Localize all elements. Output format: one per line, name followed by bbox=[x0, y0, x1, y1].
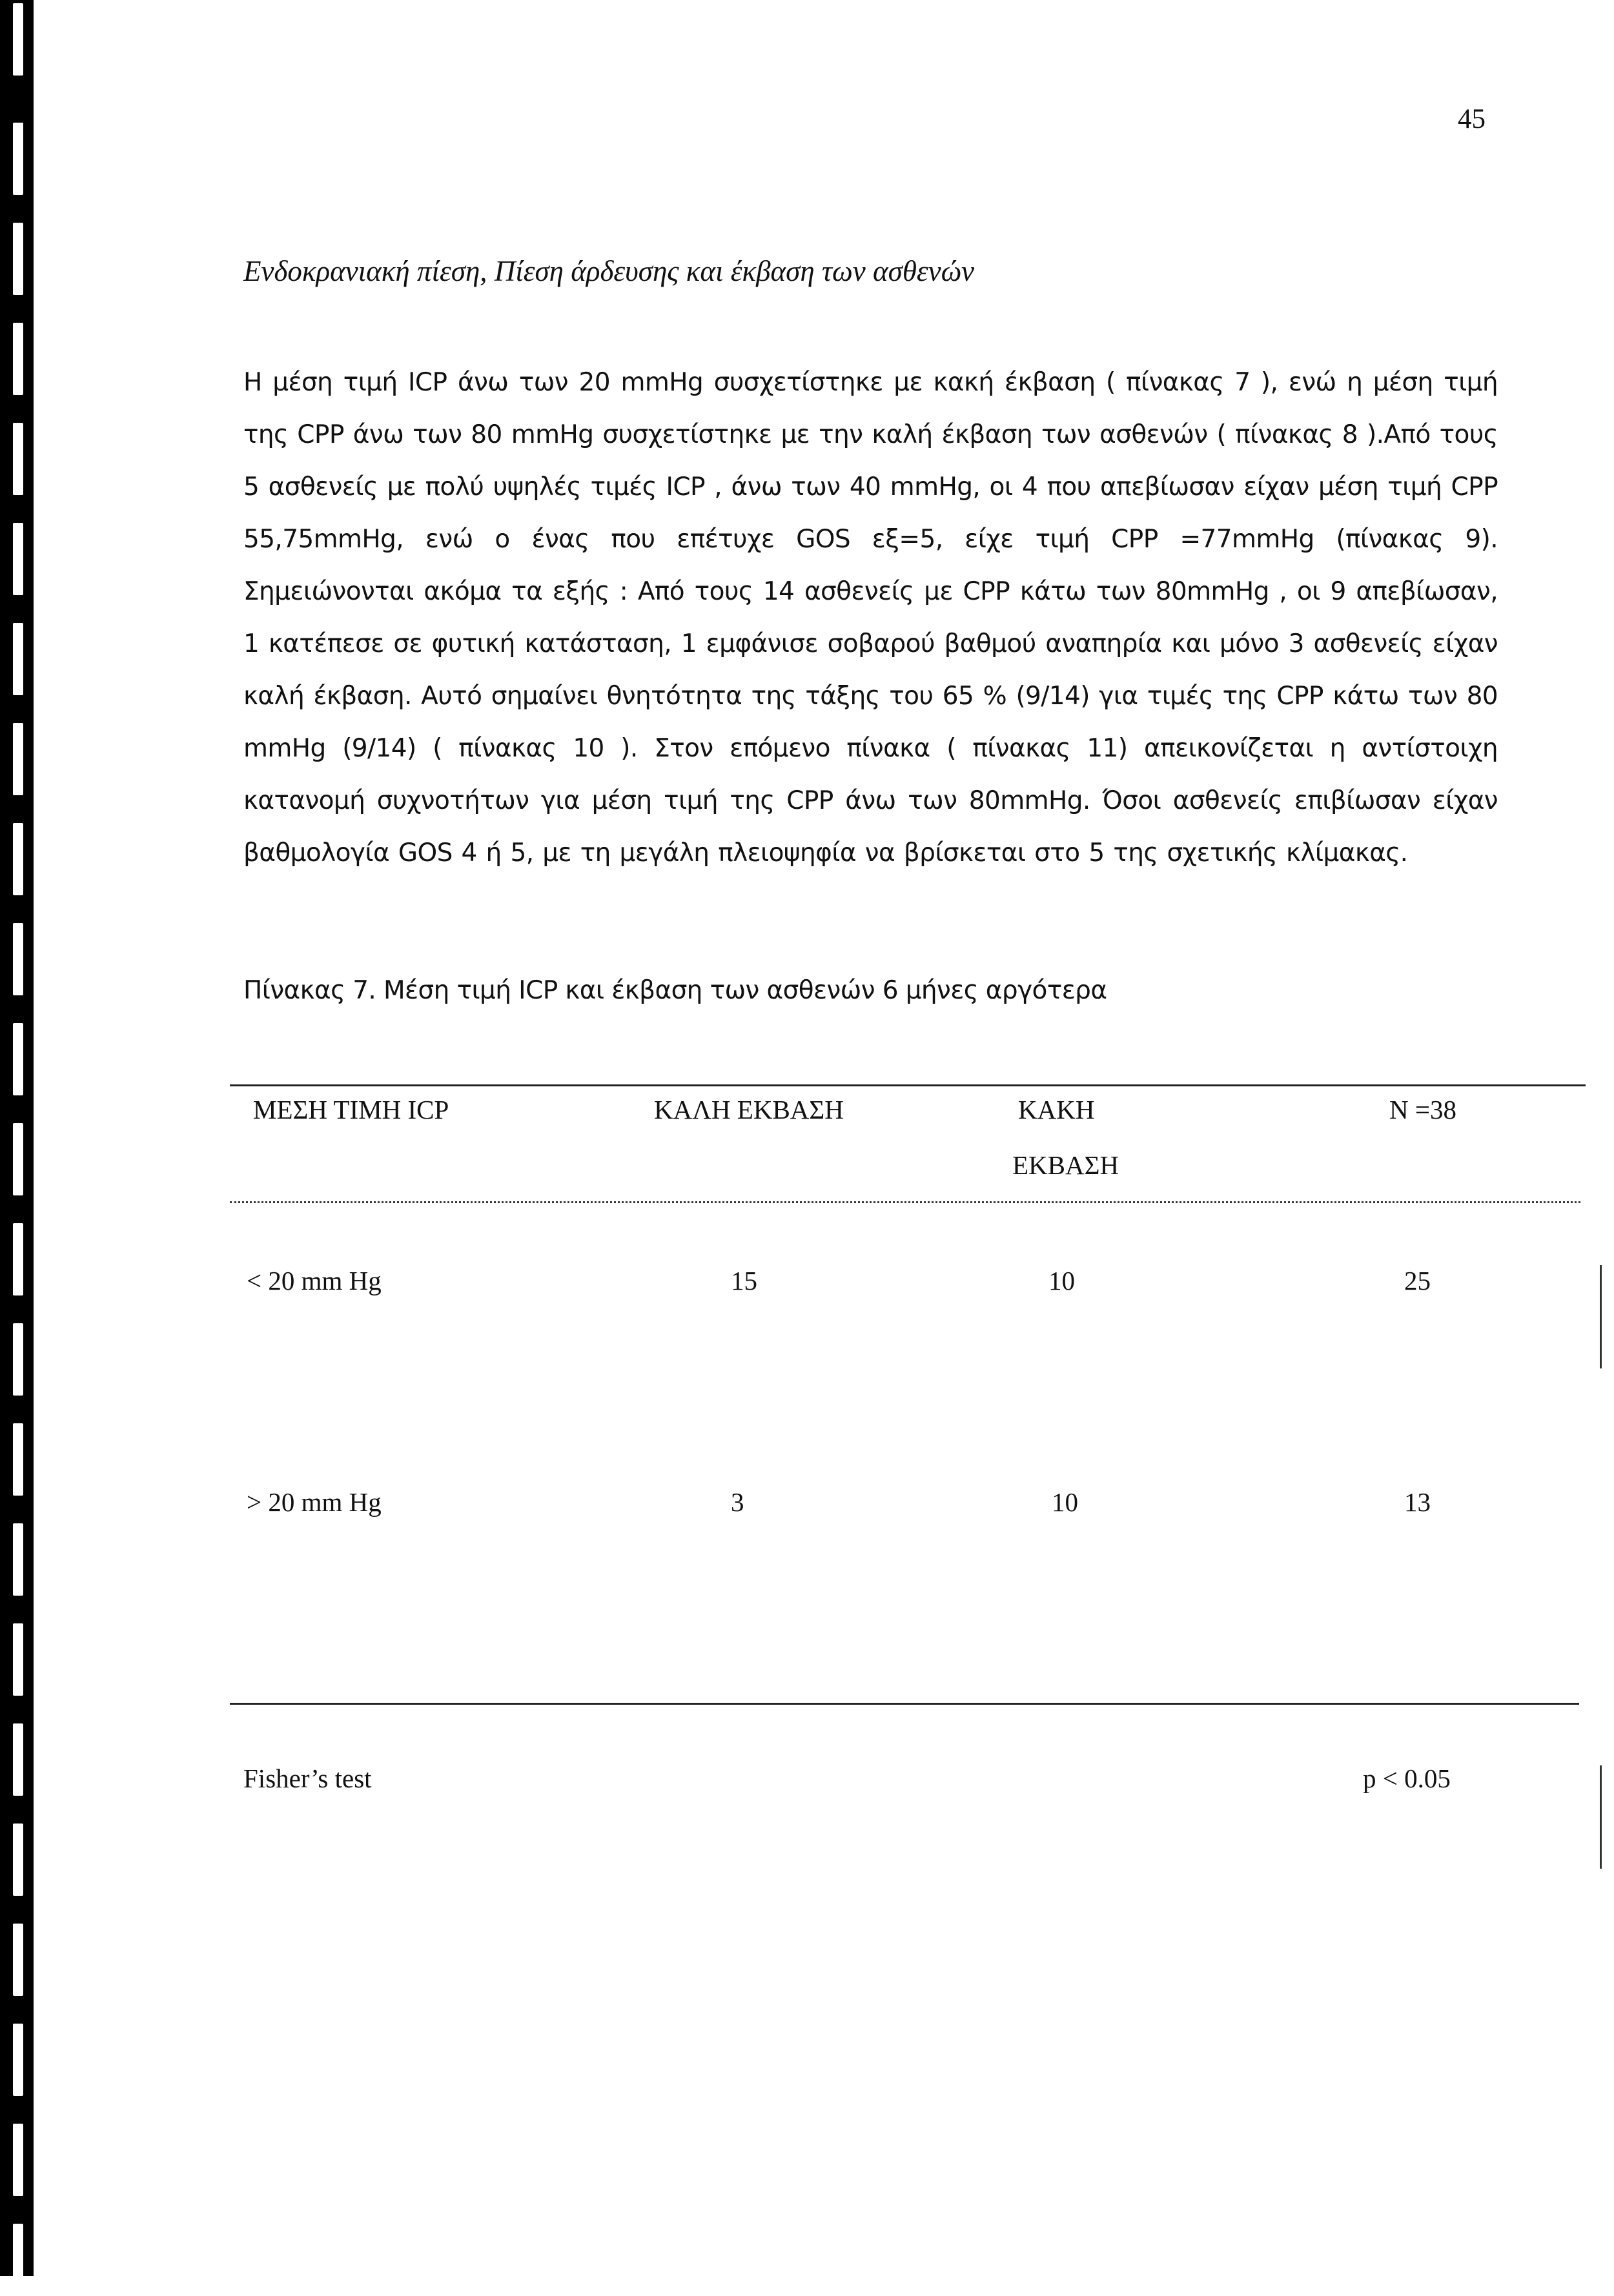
film-perforation bbox=[13, 2024, 23, 2096]
row1-bad: 10 bbox=[1048, 1266, 1075, 1295]
film-perforation bbox=[13, 1924, 23, 1996]
header-bad-outcome-line1: ΚΑΚΗ bbox=[1018, 1095, 1095, 1124]
film-perforation bbox=[13, 1723, 23, 1796]
row1-good: 15 bbox=[731, 1266, 757, 1295]
film-perforation bbox=[13, 1223, 23, 1295]
film-perforation bbox=[13, 123, 23, 195]
film-perforation bbox=[13, 1323, 23, 1396]
row1-icp-range: < 20 mm Hg bbox=[247, 1266, 382, 1295]
p-value: p < 0.05 bbox=[1363, 1763, 1451, 1793]
film-perforation bbox=[13, 3, 23, 76]
page-number: 45 bbox=[1458, 104, 1486, 134]
body-paragraph: Η μέση τιμή ICP άνω των 20 mmHg συσχετίστηκε με κακή έκβαση ( πίνακας 7 ), ενώ η μέση τιμή της CPP άνω των 80 mmHg συσχετίστηκε με την καλή έκβαση των ασθενών ( πίνακας 8 ).Από τους 5 ασθενείς με πολύ υψηλές τιμές ICP , άνω των 40 mmHg, οι 4 που απεβίωσαν είχαν μέση τιμή CPP 55,75mmHg, ενώ ο ένας που επέτυχε GOS εξ=5, είχε τιμή CPP =77mmHg (πίνακας 9). Σημειώνονται ακόμα τα εξής : Από τους 14 ασθενείς με CPP κάτω των 80mmHg , οι 9 απεβίωσαν, 1 κατέπεσε σε φυτική κατάσταση, 1 εμφάνισε σοβαρού βαθμού αναπηρία και μόνο 3 ασθενείς είχαν καλή έκβαση. Αυτό σημαίνει θνητότητα της τάξης του 65 % (9/14) για τιμές της CPP κάτω των 80 mmHg (9/14) ( πίνακας 10 ). Στον επόμενο πίνακα ( πίνακας 11) απεικονίζεται η αντίστοιχη κατανομή συχνοτήτων για μέση τιμή της CPP άνω των 80mmHg. Όσοι ασθενείς επιβίωσαν είχαν βαθμολογία GOS 4 ή 5, με τη μεγάλη πλειοψηφία να βρίσκεται στο 5 της σχετικής κλίμακας. bbox=[243, 368, 1498, 868]
film-perforation bbox=[13, 1123, 23, 1195]
film-perforation bbox=[13, 1523, 23, 1596]
film-perforation bbox=[13, 323, 23, 395]
film-strip-border bbox=[0, 0, 34, 2276]
table-top-rule bbox=[230, 1084, 1586, 1086]
film-perforation bbox=[13, 623, 23, 695]
fisher-test-label: Fisher’s test bbox=[243, 1763, 372, 1793]
header-mean-icp: ΜΕΣΗ ΤΙΜΗ ICP bbox=[253, 1095, 449, 1124]
right-edge-mark-lower bbox=[1600, 1765, 1602, 1869]
row1-total: 25 bbox=[1404, 1266, 1431, 1295]
section-heading: Ενδοκρανιακή πίεση, Πίεση άρδευσης και έκβαση των ασθενών bbox=[243, 255, 975, 287]
film-perforation bbox=[13, 1824, 23, 1896]
film-perforation bbox=[13, 523, 23, 595]
film-perforation bbox=[13, 423, 23, 495]
film-perforation bbox=[13, 1623, 23, 1696]
film-perforation bbox=[13, 1423, 23, 1496]
film-perforation bbox=[13, 823, 23, 895]
film-perforation bbox=[13, 723, 23, 795]
row2-good: 3 bbox=[731, 1487, 744, 1517]
right-edge-mark-upper bbox=[1600, 1265, 1602, 1368]
header-total-n: N =38 bbox=[1389, 1095, 1456, 1124]
row2-bad: 10 bbox=[1052, 1487, 1078, 1517]
film-perforation bbox=[13, 923, 23, 995]
row2-total: 13 bbox=[1404, 1487, 1431, 1517]
table-header-rule bbox=[230, 1201, 1580, 1203]
row2-icp-range: > 20 mm Hg bbox=[247, 1487, 382, 1517]
film-perforation bbox=[13, 1023, 23, 1095]
film-perforation bbox=[13, 2124, 23, 2196]
table-bottom-rule bbox=[230, 1703, 1579, 1705]
film-perforation bbox=[13, 223, 23, 295]
table-caption: Πίνακας 7. Μέση τιμή ICP και έκβαση των ασθενών 6 μήνες αργότερα bbox=[243, 976, 1107, 1005]
header-good-outcome: ΚΑΛΗ ΕΚΒΑΣΗ bbox=[654, 1095, 844, 1124]
header-bad-outcome-line2: ΕΚΒΑΣΗ bbox=[1012, 1150, 1119, 1180]
film-perforation bbox=[13, 2224, 23, 2296]
